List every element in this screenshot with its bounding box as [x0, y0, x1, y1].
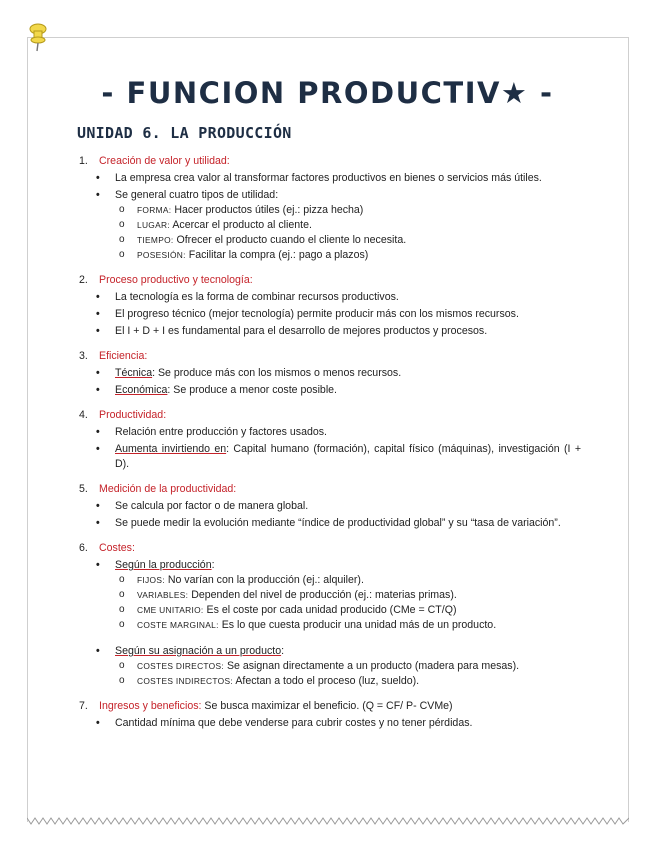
term-text: : Se produce a menor coste posible.: [167, 384, 338, 396]
term-text: Es lo que cuesta producir una unidad más de un producto.: [221, 619, 497, 631]
list-item: • El progreso técnico (mejor tecnología) permite producir más con los mismos recursos.: [96, 307, 581, 322]
term: LUGAR:: [137, 220, 170, 230]
section-heading: [79, 482, 581, 497]
section-title: Productividad:: [99, 409, 167, 421]
list-item: • Cantidad mínima que debe venderse para cubrir costes y no tener pérdidas.: [96, 716, 581, 731]
notes-content: [79, 154, 581, 741]
section-heading: [79, 699, 581, 714]
pushpin-icon: [26, 22, 50, 52]
term-text: Se asignan directamente a un producto (madera para mesas).: [226, 660, 520, 672]
term: COSTES DIRECTOS:: [137, 661, 225, 671]
section-heading: [79, 541, 581, 556]
bullet-list: [79, 499, 581, 531]
list-item: • La empresa crea valor al transformar factores productivos en bienes o servicios más útiles.: [96, 171, 581, 186]
sub-list-item: [119, 218, 581, 233]
section-5: [79, 482, 581, 531]
unit-heading: UNIDAD 6. LA PRODUCCIÓN: [77, 124, 292, 142]
bullet-list: [79, 366, 581, 398]
list-item-text: Se general cuatro tipos de utilidad:: [115, 189, 279, 201]
section-number: 6.: [79, 542, 88, 554]
section-number: 7.: [79, 700, 88, 712]
bullet-list: [79, 290, 581, 339]
sub-list-item: [119, 618, 581, 633]
list-item: [96, 383, 581, 398]
section-heading: [79, 273, 581, 288]
torn-edge: [27, 814, 629, 828]
section-4: [79, 408, 581, 472]
term-text: Hacer productos útiles (ej.: pizza hecha): [174, 204, 364, 216]
sub-list-item: [119, 674, 581, 689]
sub-list-item: [119, 659, 581, 674]
section-title: Ingresos y beneficios:: [99, 700, 202, 712]
term-text: : Se produce más con los mismos o menos recursos.: [152, 367, 402, 379]
sub-list: [115, 659, 581, 689]
term-text: No varían con la producción (ej.: alquiler).: [167, 574, 364, 586]
term: FORMA:: [137, 205, 172, 215]
section-title: Creación de valor y utilidad:: [99, 155, 230, 167]
section-heading: [79, 408, 581, 423]
term: TIEMPO:: [137, 235, 174, 245]
list-item: • El I + D + I es fundamental para el desarrollo de mejores productos y procesos.: [96, 324, 581, 339]
bullet-list: [79, 558, 581, 689]
section-number: 1.: [79, 155, 88, 167]
bullet-list: [79, 425, 581, 472]
term-text: Facilitar la compra (ej.: pago a plazos): [188, 249, 369, 261]
sub-list-item: [119, 588, 581, 603]
page-title: - FUNCION PRODUCTIV★ -: [101, 76, 554, 110]
section-title: Medición de la productividad:: [99, 483, 237, 495]
bullet-list: [79, 716, 581, 731]
section-3: [79, 349, 581, 398]
section-1: [79, 154, 581, 263]
section-heading: [79, 349, 581, 364]
colon: :: [281, 645, 285, 657]
term-text: Dependen del nivel de producción (ej.: materias primas).: [191, 589, 457, 601]
section-title: Costes:: [99, 542, 135, 554]
section-2: [79, 273, 581, 339]
list-item: [96, 366, 581, 381]
term: CME UNITARIO:: [137, 605, 204, 615]
list-item: • Se puede medir la evolución mediante “índice de productividad global” y su “tasa de variación”.: [96, 516, 581, 531]
list-item: • Relación entre producción y factores usados.: [96, 425, 581, 440]
underlined-term: Según la producción: [115, 559, 212, 571]
term-text: Afectan a todo el proceso (luz, sueldo).: [235, 675, 420, 687]
list-item: [96, 188, 581, 263]
underlined-term: Económica: [115, 384, 168, 396]
term-text: Acercar el producto al cliente.: [172, 219, 312, 231]
sub-list: [115, 573, 581, 633]
section-title-text: Se busca maximizar el beneficio. (Q = CF/ P- CVMe): [201, 700, 453, 712]
sub-list-item: [119, 573, 581, 588]
bullet-list: [79, 171, 581, 263]
term-text: : Capital humano (formación), capital físico (máquinas), investigación (I + D).: [115, 443, 582, 470]
section-6: [79, 541, 581, 689]
section-number: 4.: [79, 409, 88, 421]
underlined-term: Técnica: [115, 367, 153, 379]
list-item: [96, 644, 581, 689]
list-item: • La tecnología es la forma de combinar recursos productivos.: [96, 290, 581, 305]
term: FIJOS:: [137, 575, 165, 585]
term: COSTES INDIRECTOS:: [137, 676, 233, 686]
list-item: [96, 558, 581, 642]
term-text: Es el coste por cada unidad producido (CMe = CT/Q): [206, 604, 457, 616]
sub-list-item: [119, 233, 581, 248]
list-item: • Se calcula por factor o de manera global.: [96, 499, 581, 514]
sub-list: [115, 203, 581, 263]
sub-list-item: [119, 203, 581, 218]
section-7: [79, 699, 581, 731]
sub-list-item: [119, 248, 581, 263]
term: POSESIÓN:: [137, 250, 186, 260]
underlined-term: Según su asignación a un producto: [115, 645, 282, 657]
list-item: [96, 442, 581, 472]
section-heading: [79, 154, 581, 169]
section-number: 2.: [79, 274, 88, 286]
underlined-term: Aumenta invirtiendo en: [115, 443, 227, 455]
term: COSTE MARGINAL:: [137, 620, 219, 630]
colon: :: [211, 559, 215, 571]
term: VARIABLES:: [137, 590, 189, 600]
term-text: Ofrecer el producto cuando el cliente lo necesita.: [176, 234, 407, 246]
section-number: 3.: [79, 350, 88, 362]
section-title: Eficiencia:: [99, 350, 148, 362]
section-number: 5.: [79, 483, 88, 495]
sub-list-item: [119, 603, 581, 618]
section-title: Proceso productivo y tecnología:: [99, 274, 253, 286]
